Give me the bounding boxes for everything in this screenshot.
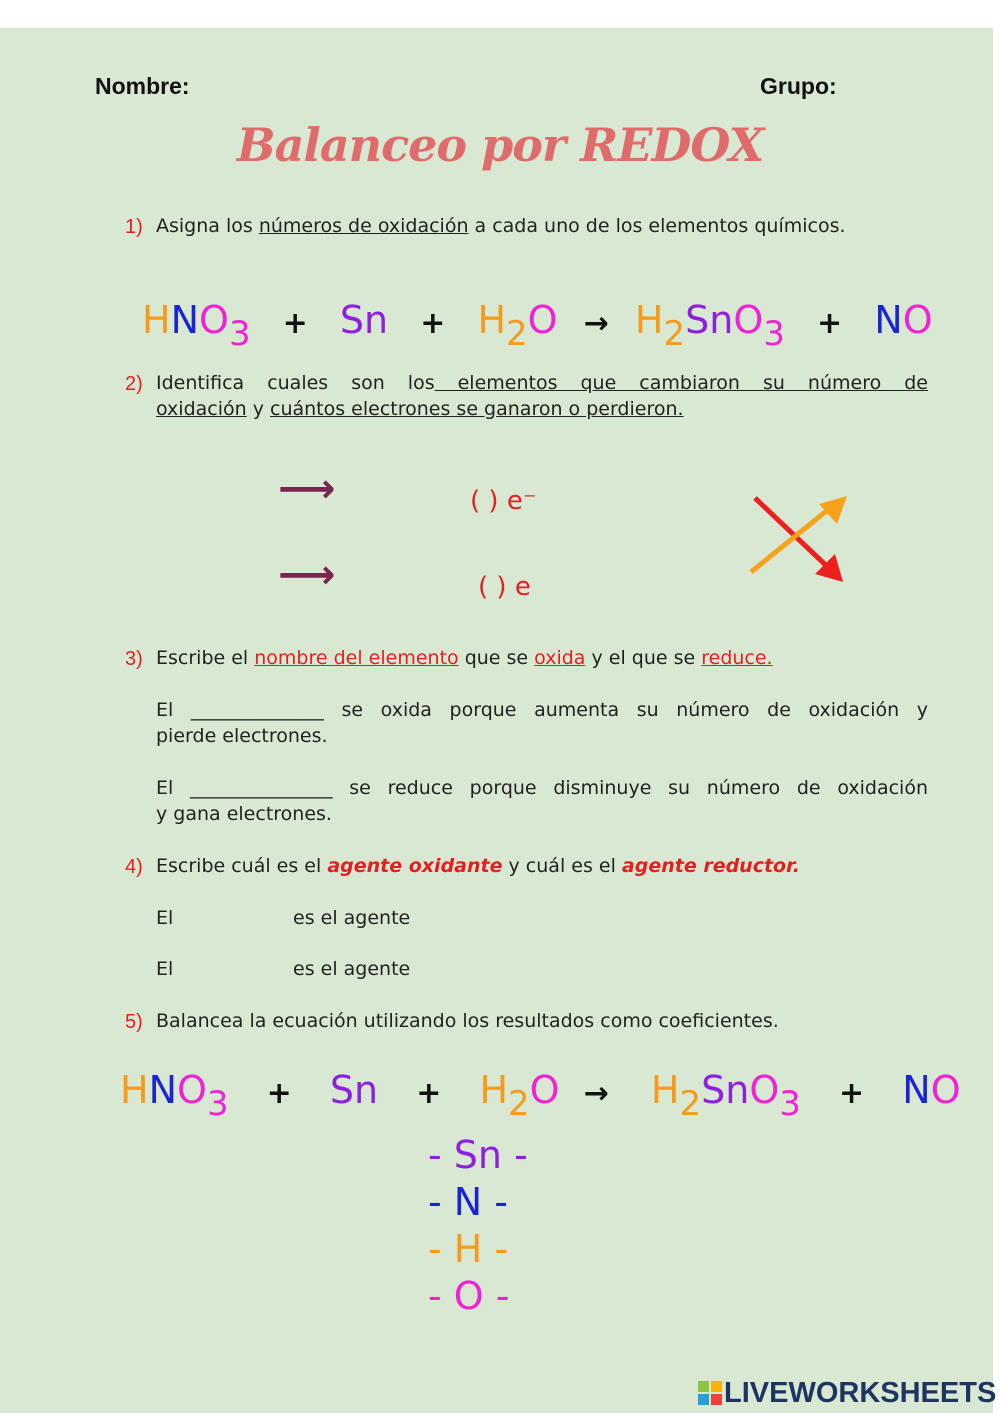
- oxidation-arrow: ⟶: [278, 466, 336, 512]
- element-h: - H -: [428, 1227, 509, 1271]
- q4-el-1: El: [156, 907, 174, 929]
- equation-2: $HNO_3 + Sn + H_2O \to H_2SnO_3$ + NO: [120, 1068, 961, 1124]
- electron-count-1: ( ) e⁻: [470, 486, 537, 516]
- worksheet-title: Balanceo por REDOX: [236, 118, 764, 172]
- q1-key-term: números de oxidación: [258, 215, 469, 237]
- q3-oxidation-line-1: El ______________ se oxida porque aumenta su número de oxidación y: [156, 699, 928, 721]
- element-n: - N -: [428, 1180, 509, 1224]
- q3-number: 3): [125, 648, 143, 670]
- liveworksheets-logo-icon: [698, 1381, 722, 1405]
- name-label: Nombre:: [95, 73, 190, 99]
- q3-reduction-line-1: El _______________ se reduce porque disminuye su número de oxidación: [156, 777, 928, 799]
- q3-reduction-line-2: y gana electrones.: [156, 803, 332, 825]
- q3-oxidation-line-2: pierde electrones.: [156, 725, 328, 747]
- q4-agent-2: es el agente: [293, 958, 411, 980]
- q2-line-1: Identifica cuales son los elementos que cambiaron su número de: [156, 372, 928, 394]
- q4-number: 4): [125, 856, 143, 878]
- q4-el-2: El: [156, 958, 174, 980]
- q2-line-2: oxidación y cuántos electrones se ganaron o perdieron.: [156, 398, 684, 420]
- q4-agent-1: es el agente: [293, 907, 411, 929]
- liveworksheets-logo[interactable]: LIVEWORKSHEETS: [724, 1377, 997, 1409]
- q5-instruction: Balancea la ecuación utilizando los resultados como coeficientes.: [156, 1010, 779, 1032]
- q2-number: 2): [125, 373, 143, 395]
- q4-instruction: Escribe cuál es el agente oxidante y cuál es el agente reductor.: [156, 855, 800, 877]
- q3-instruction: Escribe el nombre del elemento que se oxida y el que se reduce.: [156, 647, 773, 669]
- reduction-arrow: ⟶: [278, 552, 336, 598]
- redox-arrows-icon: [745, 492, 855, 587]
- q1-number: 1): [125, 216, 143, 238]
- electron-count-2: ( ) e: [478, 572, 531, 602]
- q1-instruction: Asigna los números de oxidación a cada uno de los elementos químicos.: [156, 215, 846, 237]
- q5-number: 5): [125, 1011, 143, 1033]
- equation-1: $HNO_3 + Sn + H_2O \to H_2SnO_3$ + NO: [142, 298, 933, 354]
- element-o: - O -: [428, 1274, 510, 1318]
- group-label: Grupo:: [760, 73, 837, 99]
- element-sn: - Sn -: [428, 1133, 528, 1177]
